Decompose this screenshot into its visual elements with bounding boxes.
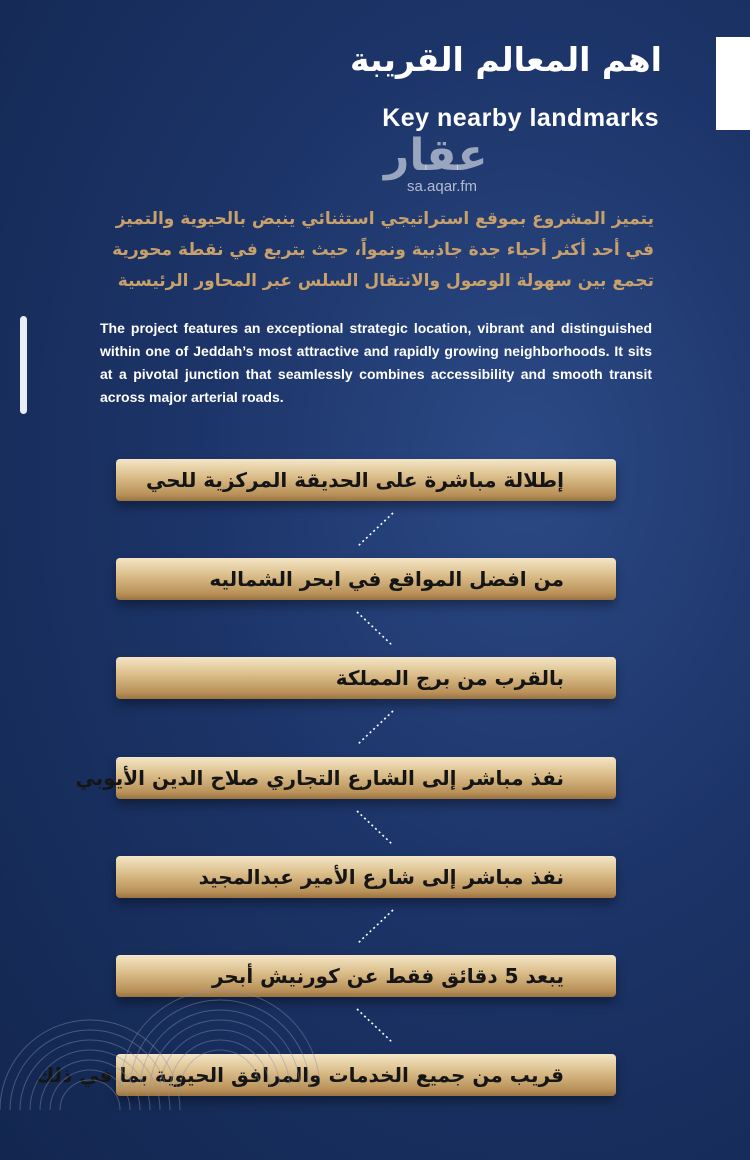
landmark-item	[116, 856, 616, 898]
landmark-item	[116, 657, 616, 699]
dotted-connector	[355, 610, 395, 648]
dotted-connector	[355, 809, 395, 847]
intro-arabic	[94, 204, 654, 297]
page-title-arabic: اهم المعالم القريبة	[349, 40, 662, 79]
dotted-connector	[355, 1007, 395, 1045]
dotted-connector	[355, 709, 395, 747]
landmark-label: نفذ مباشر إلى شارع الأمير عبدالمجيد	[198, 865, 564, 889]
landmark-label: نفذ مباشر إلى الشارع التجاري صلاح الدين الأيوبي	[75, 766, 564, 790]
intro-english: The project features an exceptional strategic location, vibrant and distinguished within one of Jeddah’s most attractive and rapidly growing neighborhoods. It sits at a pivotal junction that seamlessly combines accessibility and smooth transit across major arterial roads.	[100, 320, 652, 405]
landmark-item	[116, 558, 616, 600]
intro-arabic-line: تجمع بين سهولة الوصول والانتقال السلس عبر المحاور الرئيسية	[117, 271, 654, 291]
landmark-label: من افضل المواقع في ابحر الشماليه	[209, 567, 564, 591]
intro-arabic-line: يتميز المشروع بموقع استراتيجي استثنائي ينبض بالحيوية والتميز	[115, 209, 654, 229]
intro-arabic-line: في أحد أكثر أحياء جدة جاذبية ونمواً، حيث يتربع في نقطة محورية	[112, 240, 654, 260]
white-corner-tab	[716, 37, 750, 130]
dotted-connector	[355, 908, 395, 946]
landmark-label: إطلالة مباشرة على الحديقة المركزية للحي	[146, 468, 564, 492]
dotted-connector	[355, 511, 395, 549]
decorative-arcs	[0, 960, 320, 1160]
watermark-url: sa.aqar.fm	[407, 178, 478, 195]
landmark-label: يبعد 5 دقائق فقط عن كورنيش أبحر	[211, 964, 564, 988]
landmark-item	[75, 757, 616, 799]
page-title-english: Key nearby landmarks	[382, 104, 659, 132]
watermark-logo: عقار	[384, 130, 488, 181]
scroll-indicator[interactable]	[20, 316, 27, 414]
landmark-label: بالقرب من برج المملكة	[335, 666, 564, 690]
landmark-item	[116, 459, 616, 501]
landmark-label: قريب من جميع الخدمات والمرافق الحيوية بما في ذلك	[35, 1063, 564, 1087]
